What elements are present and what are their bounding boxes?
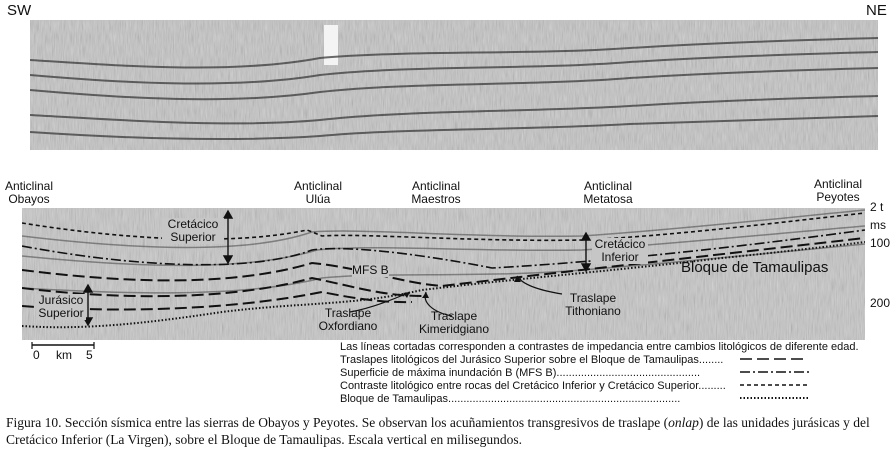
legend-item-contraste: Contraste litológico entre rocas del Cretácico Inferior y Cretácico Superior......... [340, 380, 726, 392]
bloque-tamaulipas-label: Bloque de Tamaulipas [681, 259, 829, 276]
traslape-tithoniano-label: Traslape Tithoniano [565, 291, 621, 318]
axis-tick-200: 200 [870, 296, 891, 310]
orientation-ne: NE [866, 2, 887, 19]
anticline-metatosa-label: Anticlinal Metatosa [583, 179, 633, 206]
axis-unit-bottom: ms [870, 218, 886, 232]
mfs-b-label: MFS B [352, 263, 389, 277]
axis-unit-top: 2 t [870, 200, 884, 214]
unit-jurasico-superior-label: Jurásico Superior [36, 294, 86, 320]
legend-symbols [738, 354, 816, 406]
anticline-obayos-label: Anticlinal Obayos [4, 179, 54, 206]
legend-item-bloque: Bloque de Tamaulipas............................................................................ [340, 393, 681, 405]
unit-cretacico-superior-label: Cretácico Superior [162, 218, 224, 244]
traslape-kimeridgiano-label: Traslape Kimeridgiano [418, 309, 490, 336]
seismic-section-top [30, 20, 878, 150]
scale-right: 5 [86, 348, 93, 362]
scale-left: 0 [33, 348, 40, 362]
legend-intro: Las líneas cortadas corresponden a contrastes de impedancia entre cambios litológicos de diferente edad. [340, 341, 859, 353]
anticline-maestros-label: Anticlinal Maestros [411, 179, 461, 206]
axis-tick-100: 100 [870, 236, 891, 250]
anticline-peyotes-label: Anticlinal Peyotes [813, 177, 863, 204]
orientation-sw: SW [7, 2, 32, 19]
legend-item-mfs: Superficie de máxima inundación B (MFS B)............................................... [340, 367, 701, 379]
unit-cretacico-inferior-label: Cretácico Inferior [592, 238, 648, 264]
anticline-ulua-label: Anticlinal Ulúa [293, 179, 343, 206]
figure-caption: Figura 10. Sección sísmica entre las sierras de Obayos y Peyotes. Se observan los acuñamientos transgresivos de traslape (onlap) de las unidades jurásicas y del Cretácico Inferior (La Virgen), sobre el Bloque de Tamaulipas. Escala vertical en milisegundos. [6, 415, 870, 447]
traslape-oxfordiano-label: Traslape Oxfordiano [318, 306, 378, 333]
scale-unit: km [56, 348, 72, 362]
legend-item-traslapes: Traslapes litológicos del Jurásico Superior sobre el Bloque de Tamaulipas........ [340, 354, 724, 366]
